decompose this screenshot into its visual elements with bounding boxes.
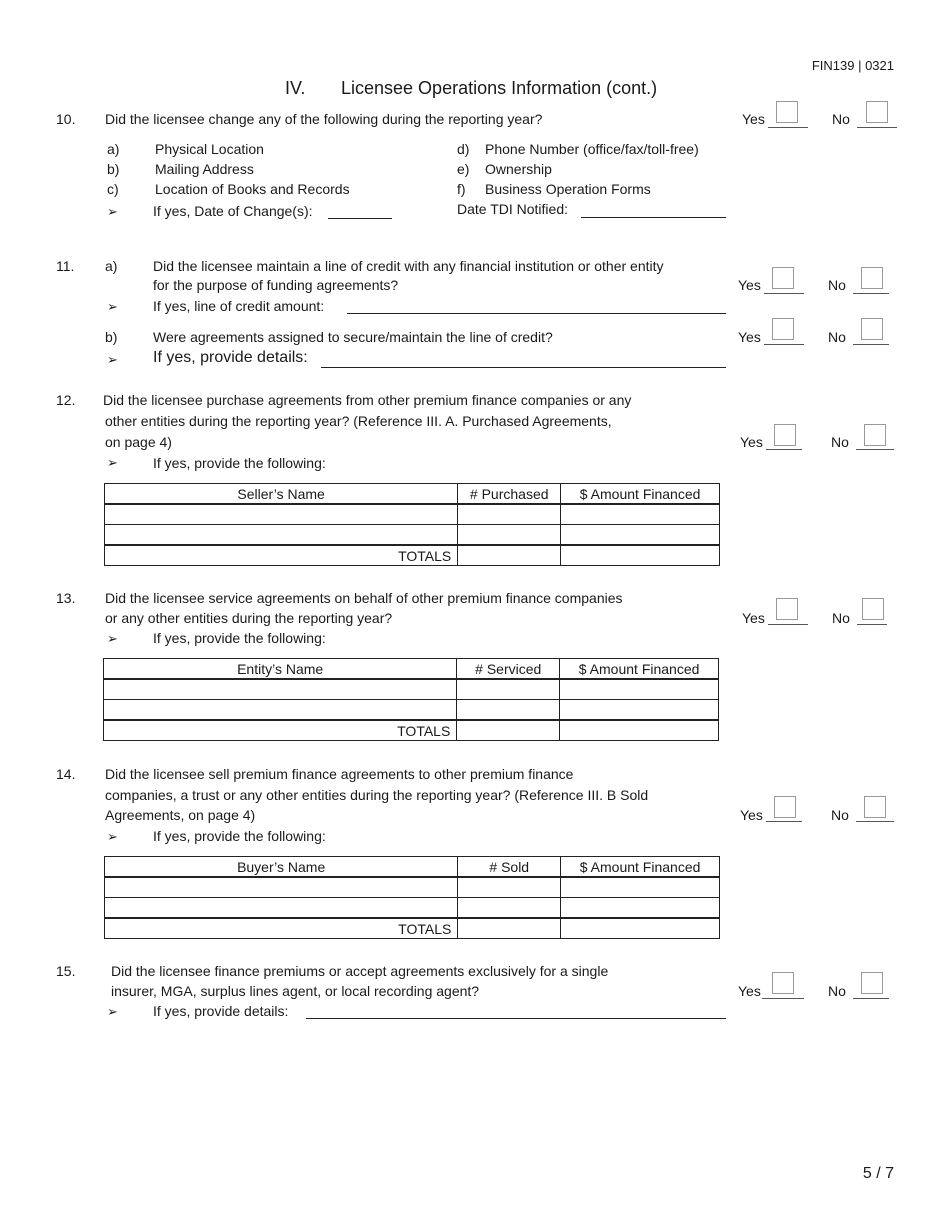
q12-follow-label: If yes, provide the following: [153,455,326,471]
arrow-bullet-icon: ➢ [107,299,118,314]
q13-serviced-table [103,658,719,741]
q10-date-tdi-label: Date TDI Notified: [457,201,569,217]
q15-details-field[interactable] [306,1018,726,1019]
q15-yes-label: Yes [738,983,761,999]
q11a-no-label: No [828,277,846,293]
column-header-amount-financed: $ Amount Financed [561,857,720,878]
q10-item-books-records: Location of Books and Records [155,181,350,197]
q12-yes-label: Yes [740,434,763,450]
q12-no-checkbox[interactable] [864,424,886,446]
q10-no-label: No [832,111,850,127]
q10-item-letter: b) [107,161,120,177]
q13-follow-label: If yes, provide the following: [153,630,326,646]
q14-yes-checkbox[interactable] [774,796,796,818]
q13-no-label: No [832,610,850,626]
totals-row [105,545,720,566]
q12-text-line3: on page 4) [105,434,172,450]
arrow-bullet-icon: ➢ [107,1004,118,1019]
q11a-text-line2: for the purpose of funding agreements? [153,277,399,293]
q10-date-tdi-field[interactable] [581,217,726,218]
q15-text-line1: Did the licensee finance premiums or accept agreements exclusively for a single [111,963,609,979]
arrow-bullet-icon: ➢ [107,204,118,219]
q15-yes-checkbox[interactable] [772,972,794,994]
table-row [105,525,720,546]
q10-item-letter: d) [457,141,470,157]
column-header-sellers-name: Seller’s Name [105,484,458,505]
q11a-no-checkbox[interactable] [861,267,883,289]
column-header-buyers-name: Buyer’s Name [105,857,458,878]
q10-item-phone-number: Phone Number (office/fax/toll-free) [485,141,699,157]
q10-item-mailing-address: Mailing Address [155,161,254,177]
q10-item-business-forms: Business Operation Forms [485,181,651,197]
table-row [104,679,719,700]
q14-text-line2: companies, a trust or any other entities during the reporting year? (Reference III. B Sold [105,787,649,803]
table-row [105,898,720,919]
page-number: 5 / 7 [862,1165,894,1182]
column-header-sold: # Sold [458,857,561,878]
q13-yes-label: Yes [742,610,765,626]
arrow-bullet-icon: ➢ [107,829,118,844]
q14-sold-table [104,856,720,939]
q15-number: 15. [56,963,76,979]
column-header-amount-financed: $ Amount Financed [560,659,719,680]
q13-yes-checkbox[interactable] [776,598,798,620]
q14-text-line3: Agreements, on page 4) [105,807,256,823]
q11b-no-checkbox[interactable] [861,318,883,340]
totals-label: TOTALS [105,545,458,566]
q13-text-line2: or any other entities during the reporting year? [105,610,393,626]
q12-text-line1: Did the licensee purchase agreements from other premium finance companies or any [103,392,632,408]
q15-no-label: No [828,983,846,999]
q10-item-letter: c) [107,181,119,197]
arrow-bullet-icon: ➢ [107,352,118,367]
q10-date-change-label: If yes, Date of Change(s): [153,203,313,219]
totals-row [104,720,719,741]
q10-date-change-field[interactable] [328,218,392,219]
q11a-yes-label: Yes [738,277,761,293]
q11b-follow-label: If yes, provide details: [153,349,308,366]
q10-item-ownership: Ownership [485,161,552,177]
form-code: FIN139 | 0321 [811,58,894,73]
q12-yes-checkbox[interactable] [774,424,796,446]
q11a-yes-checkbox[interactable] [772,267,794,289]
q11b-yes-label: Yes [738,329,761,345]
q10-yes-checkbox[interactable] [776,101,798,123]
q15-no-checkbox[interactable] [861,972,883,994]
q13-text-line1: Did the licensee service agreements on behalf of other premium finance companies [105,590,623,606]
arrow-bullet-icon: ➢ [107,631,118,646]
q11b-text: Were agreements assigned to secure/maintain the line of credit? [153,329,553,345]
q14-text-line1: Did the licensee sell premium finance agreements to other premium finance [105,766,574,782]
table-row [105,877,720,898]
q14-no-label: No [831,807,849,823]
column-header-serviced: # Serviced [457,659,560,680]
q15-follow-label: If yes, provide details: [153,1003,289,1019]
q10-yes-label: Yes [742,111,765,127]
q10-number: 10. [56,111,76,127]
q11b-letter: b) [105,329,118,345]
q11b-no-label: No [828,329,846,345]
q12-number: 12. [56,392,76,408]
q11-number: 11. [56,258,75,274]
q14-yes-label: Yes [740,807,763,823]
totals-label: TOTALS [104,720,457,741]
table-row [105,504,720,525]
column-header-amount-financed: $ Amount Financed [561,484,720,505]
q10-no-checkbox[interactable] [866,101,888,123]
totals-row [105,918,720,939]
q15-text-line2: insurer, MGA, surplus lines agent, or local recording agent? [111,983,480,999]
table-row [104,700,719,721]
q10-text: Did the licensee change any of the following during the reporting year? [105,111,543,127]
q11b-details-field[interactable] [321,367,726,368]
q13-no-checkbox[interactable] [862,598,884,620]
section-title: Licensee Operations Information (cont.) [341,78,658,98]
q12-purchased-table [104,483,720,566]
column-header-purchased: # Purchased [458,484,561,505]
q11b-yes-checkbox[interactable] [772,318,794,340]
q14-follow-label: If yes, provide the following: [153,828,326,844]
q14-number: 14. [56,766,76,782]
q12-text-line2: other entities during the reporting year? (Reference III. A. Purchased Agreements, [105,413,612,429]
arrow-bullet-icon: ➢ [107,455,118,470]
q10-item-letter: e) [457,161,470,177]
q11a-follow-label: If yes, line of credit amount: [153,298,325,314]
q10-item-physical-location: Physical Location [155,141,264,157]
q13-number: 13. [56,590,76,606]
q14-no-checkbox[interactable] [864,796,886,818]
q11a-letter: a) [105,258,118,274]
totals-label: TOTALS [105,918,458,939]
q10-item-letter: a) [107,141,120,157]
q11a-text-line1: Did the licensee maintain a line of credit with any financial institution or other entity [153,258,664,274]
column-header-entitys-name: Entity’s Name [104,659,457,680]
section-number: IV. [285,78,306,98]
q12-no-label: No [831,434,849,450]
q10-item-letter: f) [457,181,466,197]
q11a-credit-amount-field[interactable] [347,313,726,314]
